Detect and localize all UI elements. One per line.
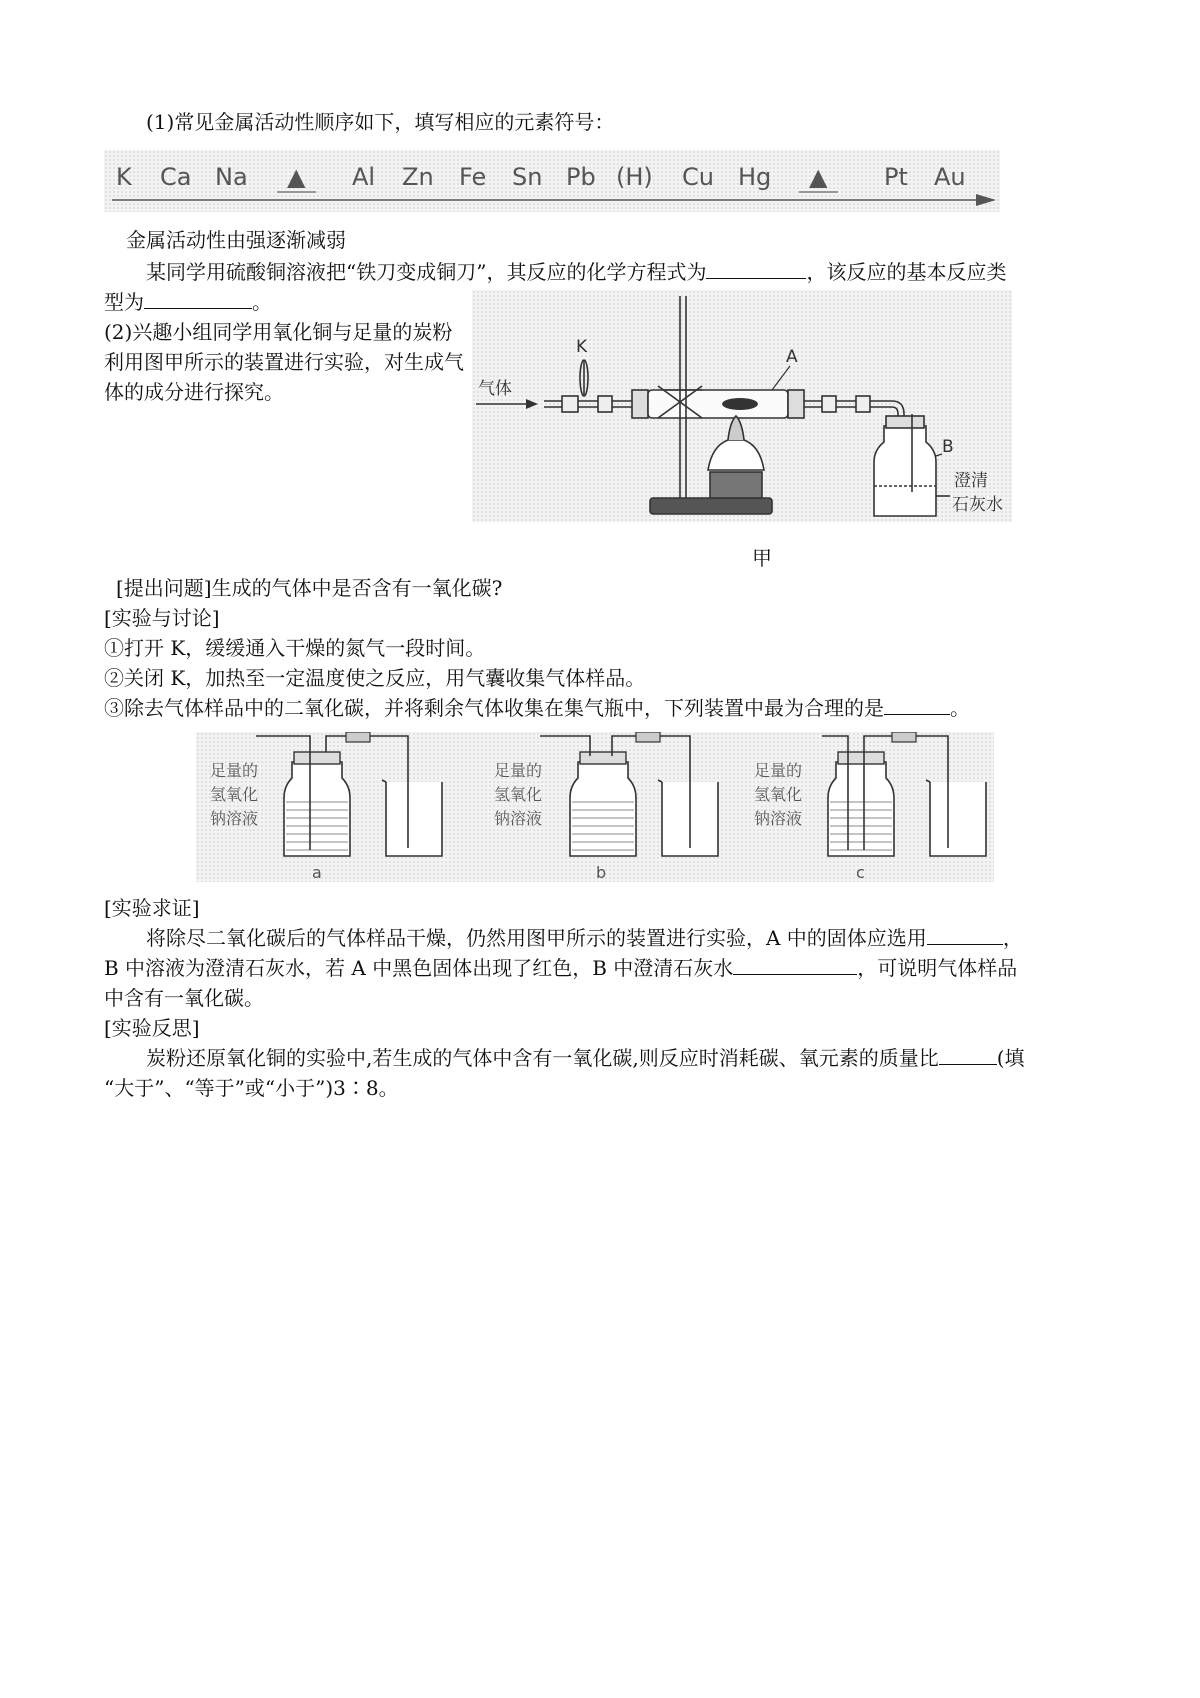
q2-intro-line-3: 体的成分进行探究。 xyxy=(104,380,284,404)
verify-line-2 xyxy=(104,954,1017,982)
option-b-apparatus xyxy=(540,732,718,856)
q1-line-b-tail: 。 xyxy=(252,290,272,314)
option-c-label-2: 氢氧化 xyxy=(754,785,803,804)
figure-jia-caption: 甲 xyxy=(752,546,772,570)
verify-line-1-text: 将除尽二氧化碳后的气体样品干燥，仍然用图甲所示的装置进行实验，A 中的固体应选用 xyxy=(146,926,927,950)
series-item-7: Sn xyxy=(512,163,543,191)
label-b: B xyxy=(942,437,954,457)
series-item-8: Pb xyxy=(566,163,596,191)
question-heading: [提出问题]生成的气体中是否含有一氧化碳? xyxy=(116,576,503,600)
reflect-line-1-tail: (填 xyxy=(996,1046,1025,1070)
series-item-3-triangle: ▲ xyxy=(287,163,306,191)
series-item-5: Zn xyxy=(402,163,434,191)
q1-line-a xyxy=(146,258,1006,286)
gas-arrow-icon xyxy=(526,399,538,409)
verify-line-3: 中含有一氧化碳。 xyxy=(104,986,264,1010)
step-2: ②关闭 K，加热至一定温度使之反应，用气囊收集气体样品。 xyxy=(104,666,646,690)
figure-jia xyxy=(472,290,1012,522)
series-item-12-triangle: ▲ xyxy=(809,163,828,191)
series-item-9: (H) xyxy=(616,163,653,191)
option-b-label-2: 氢氧化 xyxy=(494,785,543,804)
verify-line-1-tail: ， xyxy=(1002,926,1023,950)
series-item-2: Na xyxy=(215,163,248,191)
arrow-head-icon xyxy=(976,194,996,206)
activity-series-figure xyxy=(104,150,1000,212)
option-b-label-3: 钠溶液 xyxy=(494,809,543,828)
apparatus-jia xyxy=(472,290,1012,522)
label-a: A xyxy=(786,347,798,367)
series-item-4: Al xyxy=(352,163,376,191)
verify-line-1 xyxy=(146,924,1023,952)
option-c-label-3: 钠溶液 xyxy=(754,809,803,828)
series-item-13: Pt xyxy=(884,163,908,191)
discussion-heading: [实验与讨论] xyxy=(104,606,220,630)
step-3-tail: 。 xyxy=(950,696,970,720)
reflect-heading: [实验反思] xyxy=(104,1016,200,1040)
black-solid-sample xyxy=(722,398,758,410)
q2-intro-line-1: (2)兴趣小组同学用氧化铜与足量的炭粉 xyxy=(104,320,453,344)
label-gas: 气体 xyxy=(478,379,512,399)
option-a-label-2: 氢氧化 xyxy=(210,785,259,804)
step-3-text: ③除去气体样品中的二氧化碳，并将剩余气体收集在集气瓶中，下列装置中最为合理的是 xyxy=(104,696,884,720)
reflect-line-1-text: 炭粉还原氧化铜的实验中,若生成的气体中含有一氧化碳,则反应时消耗碳、氧元素的质量比 xyxy=(146,1046,939,1070)
series-item-0: K xyxy=(116,163,132,191)
series-item-1: Ca xyxy=(160,163,192,191)
option-a-label-3: 钠溶液 xyxy=(210,809,259,828)
option-c-label-1: 足量的 xyxy=(754,761,803,780)
verify-line-2-text: B 中溶液为澄清石灰水，若 A 中黑色固体出现了红色，B 中澄清石灰水 xyxy=(104,956,734,980)
reflect-line-2: “大于”、“等于”或“小于”)3∶8。 xyxy=(104,1076,399,1100)
q1-line-b xyxy=(104,288,272,316)
q1-prompt: (1)常见金属活动性顺序如下，填写相应的元素符号： xyxy=(146,110,615,134)
q1-line-b-text: 型为 xyxy=(104,290,144,314)
reflect-line-1 xyxy=(146,1044,1025,1072)
option-a-label-1: 足量的 xyxy=(210,761,259,780)
option-c-apparatus xyxy=(822,732,986,856)
step-3 xyxy=(104,694,970,722)
label-k: K xyxy=(576,337,588,357)
series-item-6: Fe xyxy=(459,163,487,191)
series-item-10: Cu xyxy=(682,163,714,191)
option-c-letter: c xyxy=(856,863,865,882)
step-1: ①打开 K，缓缓通入干燥的氮气一段时间。 xyxy=(104,636,486,660)
mass-ratio-blank[interactable] xyxy=(939,1044,997,1065)
option-a-apparatus xyxy=(256,732,442,856)
options-figure xyxy=(196,732,994,882)
device-choice-blank[interactable] xyxy=(884,694,950,715)
q1-line-a-tail: ，该反应的基本反应类 xyxy=(806,260,1007,284)
q1-line-a-text: 某同学用硫酸铜溶液把“铁刀变成铜刀”，其反应的化学方程式为 xyxy=(146,260,707,284)
option-b-label-1: 足量的 xyxy=(494,761,543,780)
equation-blank[interactable] xyxy=(706,258,806,279)
limewater-result-blank[interactable] xyxy=(733,954,857,975)
solid-choice-blank[interactable] xyxy=(927,924,1003,945)
options-apparatus xyxy=(196,732,994,882)
verify-line-2-tail: ，可说明气体样品 xyxy=(857,956,1018,980)
series-item-14: Au xyxy=(934,163,966,191)
label-limewater-1: 澄清 xyxy=(954,471,988,491)
option-a-letter: a xyxy=(312,863,322,882)
label-limewater-2: 石灰水 xyxy=(952,495,1003,515)
reaction-type-blank[interactable] xyxy=(144,288,252,309)
series-item-11: Hg xyxy=(738,163,772,191)
trend-label: 金属活动性由强逐渐减弱 xyxy=(126,228,346,252)
option-b-letter: b xyxy=(596,863,607,882)
activity-series-strip xyxy=(104,150,1000,212)
verify-heading: [实验求证] xyxy=(104,896,200,920)
q2-intro-line-2: 利用图甲所示的装置进行实验，对生成气 xyxy=(104,350,464,374)
